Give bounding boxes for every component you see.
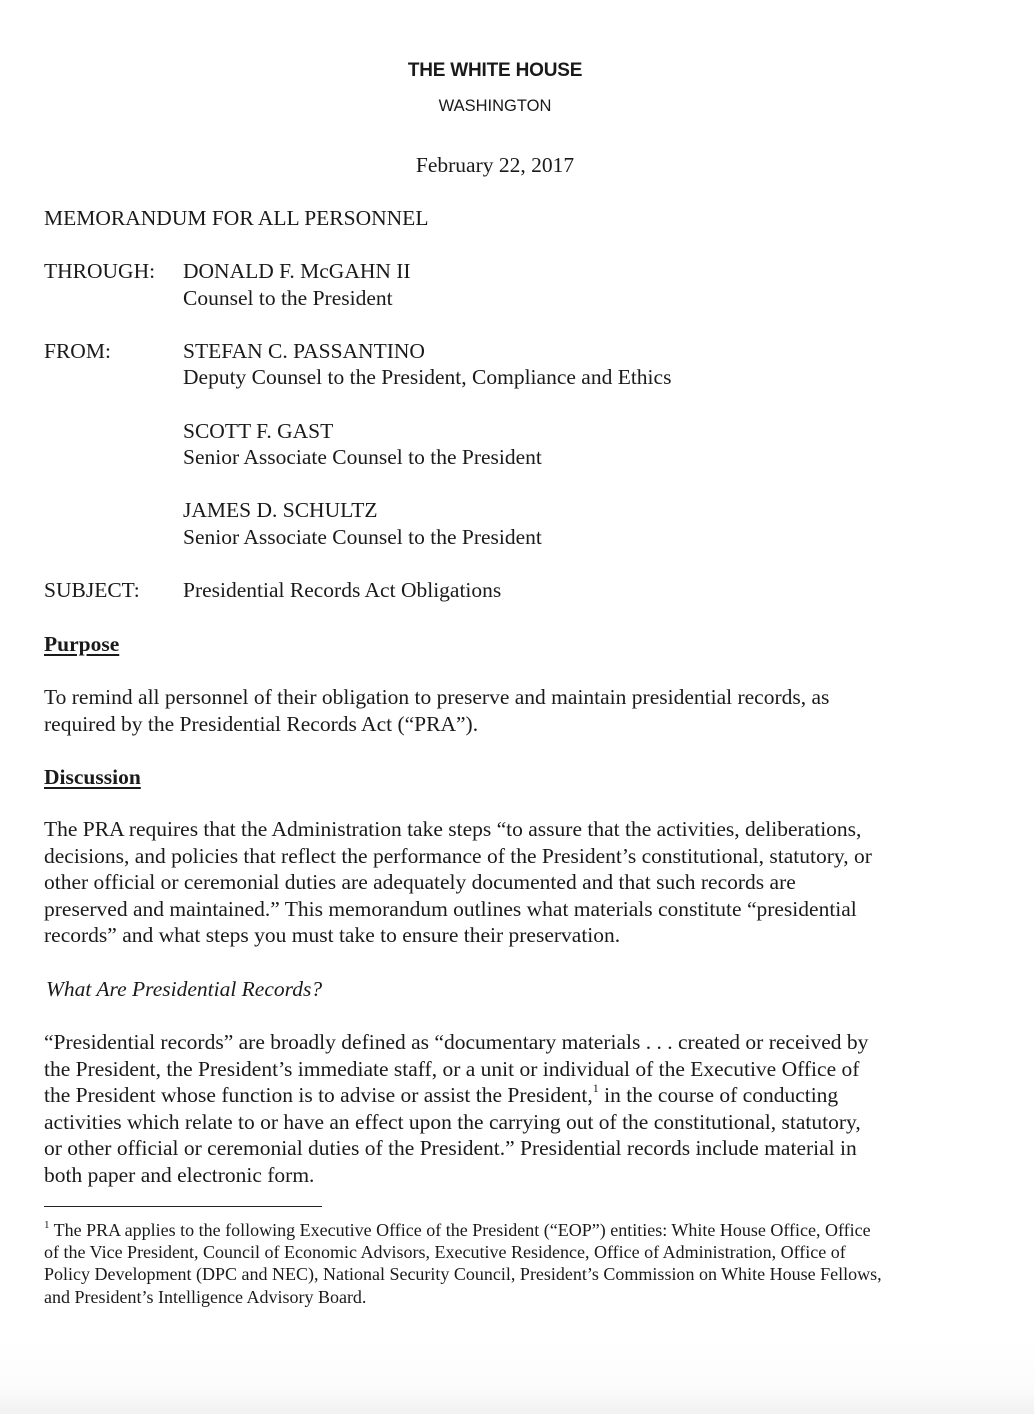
records-line: activities which relate to or have an effect upon the carrying out of the constitutional, statutory, [44,1109,861,1134]
purpose-paragraph [44,684,1004,737]
through-title: Counsel to the President [183,286,393,310]
from-title-2: Senior Associate Counsel to the President [183,445,542,469]
records-line-text: the President whose function is to advise or assist the President, [44,1083,593,1108]
from-title-3: Senior Associate Counsel to the President [183,525,542,549]
records-line-text: in the course of conducting [598,1083,839,1108]
footnote-line [44,1219,1004,1241]
from-name-1: STEFAN C. PASSANTINO [183,339,425,363]
footnote-text: The PRA applies to the following Executive Office of the President (“EOP”) entities: White House Office, Office [49,1220,871,1240]
footnote-separator [44,1206,322,1207]
from-name-3: JAMES D. SCHULTZ [183,498,378,522]
records-line: the President, the President’s immediate staff, or a unit or individual of the Executive Office of [44,1056,860,1081]
footnote-line: Policy Development (DPC and NEC), National Security Council, President’s Commission on White House Fellows, [44,1264,882,1285]
purpose-line: To remind all personnel of their obligation to preserve and maintain presidential records, as [44,685,830,709]
purpose-line: required by the Presidential Records Act (“PRA”). [44,711,479,736]
discussion-paragraph [44,816,1004,949]
from-name-2: SCOTT F. GAST [183,419,334,443]
records-line [44,1082,1004,1109]
records-line: “Presidential records” are broadly defined as “documentary materials . . . created or received by [44,1030,869,1054]
subject-label: SUBJECT: [44,578,140,602]
discussion-line: decisions, and policies that reflect the performance of the President’s constitutional, statutory, or [44,843,872,868]
letterhead-title: THE WHITE HOUSE [407,60,583,81]
footnote [44,1219,1004,1308]
from-title-1: Deputy Counsel to the President, Compliance and Ethics [183,365,672,389]
from-label: FROM: [44,339,111,363]
records-line: both paper and electronic form. [44,1162,315,1187]
discussion-line: preserved and maintained.” This memorandum outlines what materials constitute “presidential [44,896,857,921]
letterhead-subtitle: WASHINGTON [438,97,552,115]
discussion-line: records” and what steps you must take to ensure their preservation. [44,923,621,948]
memo-date: February 22, 2017 [415,153,575,177]
records-paragraph [44,1029,1004,1189]
discussion-line: The PRA requires that the Administration take steps “to assure that the activities, deliberations, [44,817,862,841]
footnote-line: of the Vice President, Council of Economic Advisors, Executive Residence, Office of Administration, Office of [44,1242,846,1263]
records-line: or other official or ceremonial duties of the President.” Presidential records include material in [44,1136,857,1161]
purpose-heading: Purpose [44,632,120,656]
subject-value: Presidential Records Act Obligations [183,578,502,602]
footnote-marker: 1 [44,1219,50,1231]
footnote-line: and President’s Intelligence Advisory Board. [44,1286,367,1307]
memo-addressee: MEMORANDUM FOR ALL PERSONNEL [44,206,429,230]
through-label: THROUGH: [44,259,156,283]
discussion-heading: Discussion [44,765,141,789]
through-name: DONALD F. McGAHN II [183,259,411,283]
discussion-line: other official or ceremonial duties are adequately documented and that such records are [44,870,796,895]
footnote-reference[interactable]: 1 [592,1081,599,1096]
records-subheading: What Are Presidential Records? [46,977,323,1001]
